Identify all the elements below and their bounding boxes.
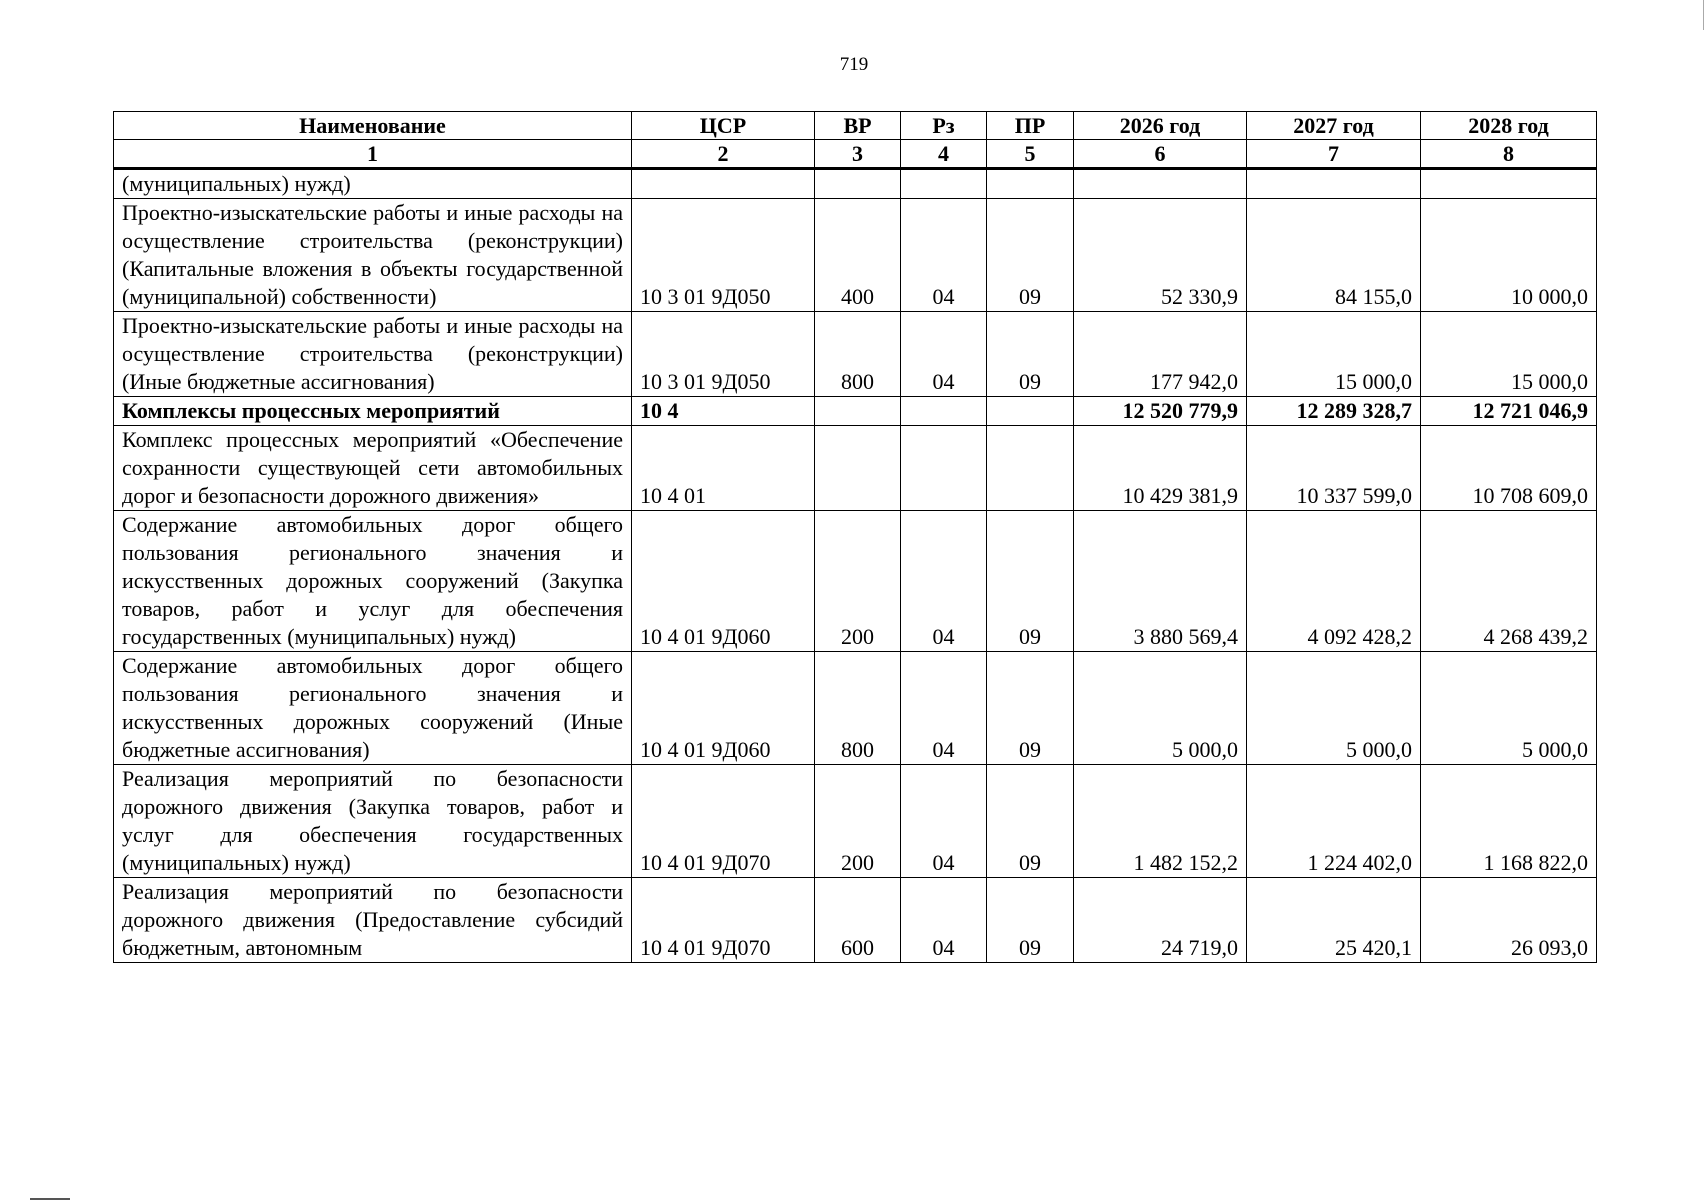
table-row [114, 426, 1597, 511]
row-2027-cell: 4 092 428,2 [1247, 511, 1421, 652]
table-row [114, 511, 1597, 652]
row-name-cell: Комплексы процессных мероприятий [114, 397, 632, 426]
row-2026-cell [1074, 169, 1247, 199]
row-vr-cell: 800 [815, 312, 901, 397]
row-2028-cell [1421, 169, 1597, 199]
row-pr-cell: 09 [987, 652, 1074, 765]
row-pr-cell [987, 426, 1074, 511]
row-rz-cell: 04 [901, 765, 987, 878]
header-year-2027: 2027 год [1247, 112, 1421, 140]
row-pr-cell: 09 [987, 511, 1074, 652]
row-csr-cell: 10 3 01 9Д050 [632, 199, 815, 312]
row-2027-cell [1247, 169, 1421, 199]
row-2028-cell: 1 168 822,0 [1421, 765, 1597, 878]
row-csr-cell [632, 169, 815, 199]
row-2028-cell: 4 268 439,2 [1421, 511, 1597, 652]
row-2028-cell: 12 721 046,9 [1421, 397, 1597, 426]
header-rz: Рз [901, 112, 987, 140]
row-vr-cell: 200 [815, 511, 901, 652]
row-pr-cell [987, 397, 1074, 426]
row-2028-cell: 10 708 609,0 [1421, 426, 1597, 511]
column-number: 7 [1247, 140, 1421, 169]
row-rz-cell: 04 [901, 652, 987, 765]
row-2026-cell: 1 482 152,2 [1074, 765, 1247, 878]
row-2026-cell: 177 942,0 [1074, 312, 1247, 397]
row-2027-cell: 5 000,0 [1247, 652, 1421, 765]
row-name-cell: (муниципальных) нужд) [114, 169, 632, 199]
row-name-cell: Проектно-изыскательские работы и иные расходы на осуществление строительства (реконструкции) (Иные бюджетные ассигнования) [114, 312, 632, 397]
column-number: 1 [114, 140, 632, 169]
row-2028-cell: 15 000,0 [1421, 312, 1597, 397]
row-vr-cell: 800 [815, 652, 901, 765]
column-number: 3 [815, 140, 901, 169]
row-2027-cell: 1 224 402,0 [1247, 765, 1421, 878]
header-pr: ПР [987, 112, 1074, 140]
row-2028-cell: 26 093,0 [1421, 878, 1597, 963]
row-pr-cell: 09 [987, 878, 1074, 963]
row-pr-cell: 09 [987, 312, 1074, 397]
row-vr-cell: 200 [815, 765, 901, 878]
row-2027-cell: 25 420,1 [1247, 878, 1421, 963]
row-rz-cell: 04 [901, 199, 987, 312]
row-vr-cell: 400 [815, 199, 901, 312]
row-name-cell: Содержание автомобильных дорог общего пользования регионального значения и искусственных дорожных сооружений (Иные бюджетные ассигнования) [114, 652, 632, 765]
row-pr-cell [987, 169, 1074, 199]
row-rz-cell [901, 426, 987, 511]
row-csr-cell: 10 4 01 9Д070 [632, 878, 815, 963]
column-number: 8 [1421, 140, 1597, 169]
row-vr-cell [815, 426, 901, 511]
row-rz-cell [901, 169, 987, 199]
page-number: 719 [839, 54, 869, 75]
row-csr-cell: 10 4 01 9Д070 [632, 765, 815, 878]
header-csr: ЦСР [632, 112, 815, 140]
row-name-cell: Реализация мероприятий по безопасности дорожного движения (Предоставление субсидий бюджетным, автономным [114, 878, 632, 963]
row-2027-cell: 10 337 599,0 [1247, 426, 1421, 511]
table-row [114, 878, 1597, 963]
row-2026-cell: 3 880 569,4 [1074, 511, 1247, 652]
header-year-2028: 2028 год [1421, 112, 1597, 140]
table-row [114, 312, 1597, 397]
row-name-cell: Комплекс процессных мероприятий «Обеспечение сохранности существующей сети автомобильных дорог и безопасности дорожного движения» [114, 426, 632, 511]
row-2027-cell: 15 000,0 [1247, 312, 1421, 397]
row-name-cell: Реализация мероприятий по безопасности дорожного движения (Закупка товаров, работ и услуг для обеспечения государственных (муниципальных) нужд) [114, 765, 632, 878]
row-name-cell: Проектно-изыскательские работы и иные расходы на осуществление строительства (реконструкции) (Капитальные вложения в объекты государственной (муниципальной) собственности) [114, 199, 632, 312]
column-number: 2 [632, 140, 815, 169]
table-row [114, 199, 1597, 312]
row-csr-cell: 10 3 01 9Д050 [632, 312, 815, 397]
column-number-row [114, 140, 1597, 169]
row-vr-cell [815, 397, 901, 426]
row-vr-cell [815, 169, 901, 199]
row-2027-cell: 84 155,0 [1247, 199, 1421, 312]
row-pr-cell: 09 [987, 199, 1074, 312]
row-2026-cell: 52 330,9 [1074, 199, 1247, 312]
row-2026-cell: 24 719,0 [1074, 878, 1247, 963]
table-row [114, 652, 1597, 765]
column-number: 5 [987, 140, 1074, 169]
row-csr-cell: 10 4 01 9Д060 [632, 652, 815, 765]
row-rz-cell: 04 [901, 312, 987, 397]
row-2028-cell: 5 000,0 [1421, 652, 1597, 765]
row-2026-cell: 12 520 779,9 [1074, 397, 1247, 426]
row-csr-cell: 10 4 01 9Д060 [632, 511, 815, 652]
row-csr-cell: 10 4 [632, 397, 815, 426]
row-pr-cell: 09 [987, 765, 1074, 878]
header-vr: ВР [815, 112, 901, 140]
header-name: Наименование [114, 112, 632, 140]
header-row [114, 112, 1597, 140]
row-2027-cell: 12 289 328,7 [1247, 397, 1421, 426]
row-vr-cell: 600 [815, 878, 901, 963]
table-row [114, 397, 1597, 426]
table-row [114, 765, 1597, 878]
row-2026-cell: 5 000,0 [1074, 652, 1247, 765]
row-rz-cell: 04 [901, 878, 987, 963]
row-name-cell: Содержание автомобильных дорог общего пользования регионального значения и искусственных дорожных сооружений (Закупка товаров, работ и услуг для обеспечения государственных (муниципальных) нужд) [114, 511, 632, 652]
row-2026-cell: 10 429 381,9 [1074, 426, 1247, 511]
row-csr-cell: 10 4 01 [632, 426, 815, 511]
row-rz-cell: 04 [901, 511, 987, 652]
scan-edge-line [1703, 0, 1704, 30]
table-row [114, 169, 1597, 199]
row-rz-cell [901, 397, 987, 426]
column-number: 6 [1074, 140, 1247, 169]
column-number: 4 [901, 140, 987, 169]
header-year-2026: 2026 год [1074, 112, 1247, 140]
budget-table [113, 111, 1597, 963]
table-body [114, 169, 1597, 963]
row-2028-cell: 10 000,0 [1421, 199, 1597, 312]
